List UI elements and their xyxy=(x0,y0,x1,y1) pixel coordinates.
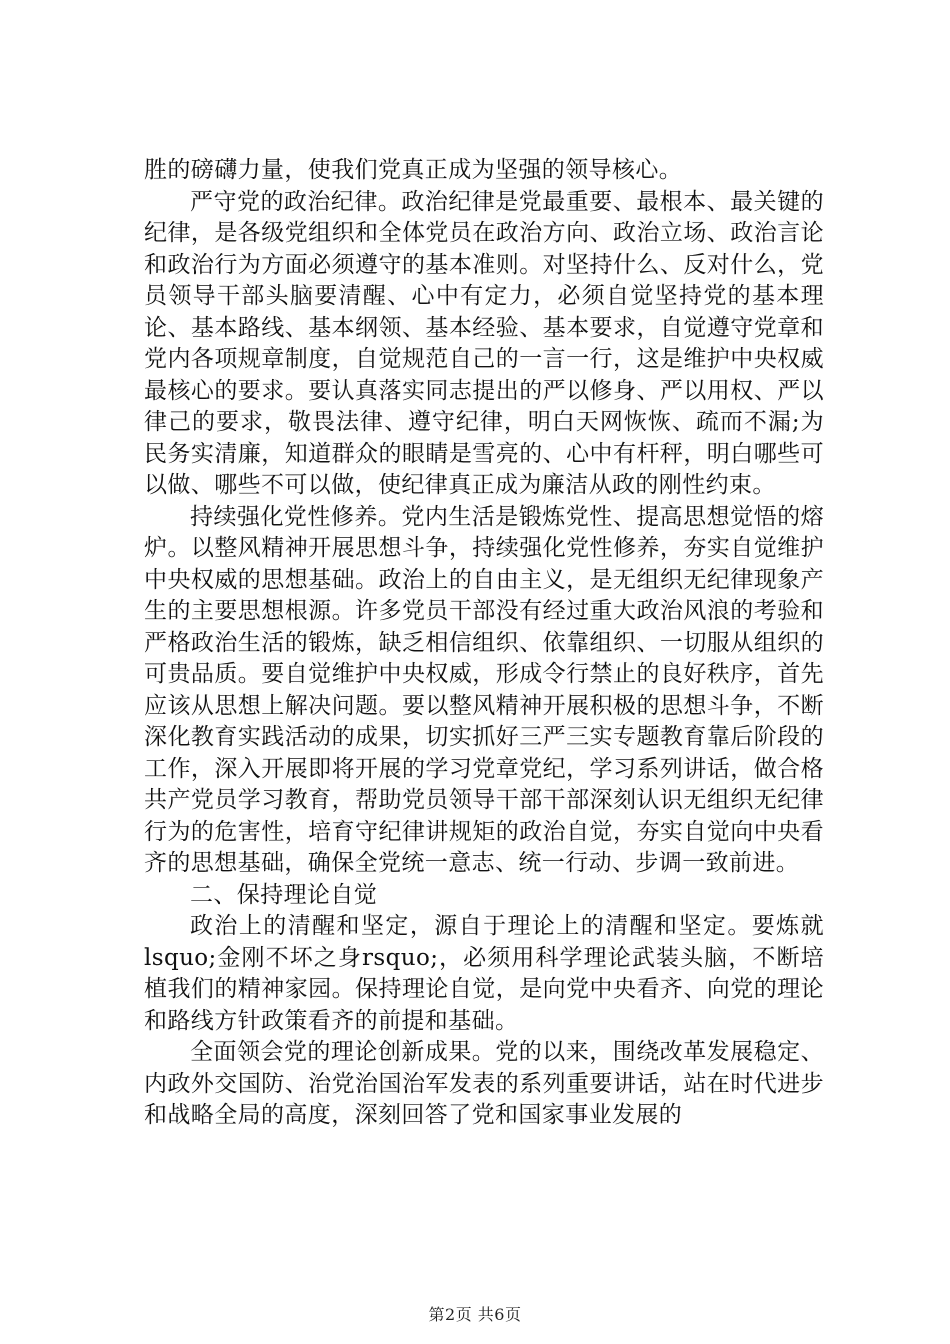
paragraph-continued: 胜的磅礴力量，使我们党真正成为坚强的领导核心。 xyxy=(144,157,683,183)
paragraph-political-discipline: 严守党的政治纪律。政治纪律是党最重要、最根本、最关键的纪律，是各级党组织和全体党员在政治方向、政治立场、政治言论和政治行为方面必须遵守的基本准则。对坚持什么、反对什么，党员领导干部头脑要清醒、心中有定力，必须自觉坚持党的基本理论、基本路线、基本纲领、基本经验、基本要求，自觉遵守党章和党内各项规章制度，自觉规范自己的一言一行，这是维护中央权威最核心的要求。要认真落实同志提出的严以修身、严以用权、严以律己的要求，敬畏法律、遵守纪律，明白天网恢恢、疏而不漏;为民务实清廉，知道群众的眼睛是雪亮的、心中有杆秤，明白哪些可以做、哪些不可以做，使纪律真正成为廉洁从政的刚性约束。 xyxy=(144,188,824,498)
paragraph-party-spirit: 持续强化党性修养。党内生活是锻炼党性、提高思想觉悟的熔炉。以整风精神开展思想斗争，持续强化党性修养，夯实自觉维护中央权威的思想基础。政治上的自由主义，是无组织无纪律现象产生的主要思想根源。许多党员干部没有经过重大政治风浪的考验和严格政治生活的锻炼，缺乏相信组织、依靠组织、一切服从组织的可贵品质。要自觉维护中央权威，形成令行禁止的良好秩序，首先应该从思想上解决问题。要以整风精神开展积极的思想斗争，不断深化教育实践活动的成果，切实抓好三严三实专题教育靠后阶段的工作，深入开展即将开展的学习党章党纪，学习系列讲话，做合格共产党员学习教育，帮助党员领导干部干部深刻认识无组织无纪律行为的危害性，培育守纪律讲规矩的政治自觉，夯实自觉向中央看齐的思想基础，确保全党统一意志、统一行动、步调一致前进。 xyxy=(144,503,824,876)
section-heading-theory: 二、保持理论自觉 xyxy=(190,881,378,908)
paragraph-theory-intro: 政治上的清醒和坚定，源自于理论上的清醒和坚定。要炼就lsquo;金刚不坏之身rsquo;，必须用科学理论武装头脑，不断培植我们的精神家园。保持理论自觉，是向党中央看齐、向党的理论和路线方针政策看齐的前提和基础。 xyxy=(144,913,824,1034)
page-number-footer: 第2页 共6页 xyxy=(428,1305,522,1324)
document-body xyxy=(144,155,824,1132)
paragraph-theory-innovation: 全面领会党的理论创新成果。党的以来，围绕改革发展稳定、内政外交国防、治党治国治军发表的系列重要讲话，站在时代进步和战略全局的高度，深刻回答了党和国家事业发展的 xyxy=(144,1039,824,1128)
